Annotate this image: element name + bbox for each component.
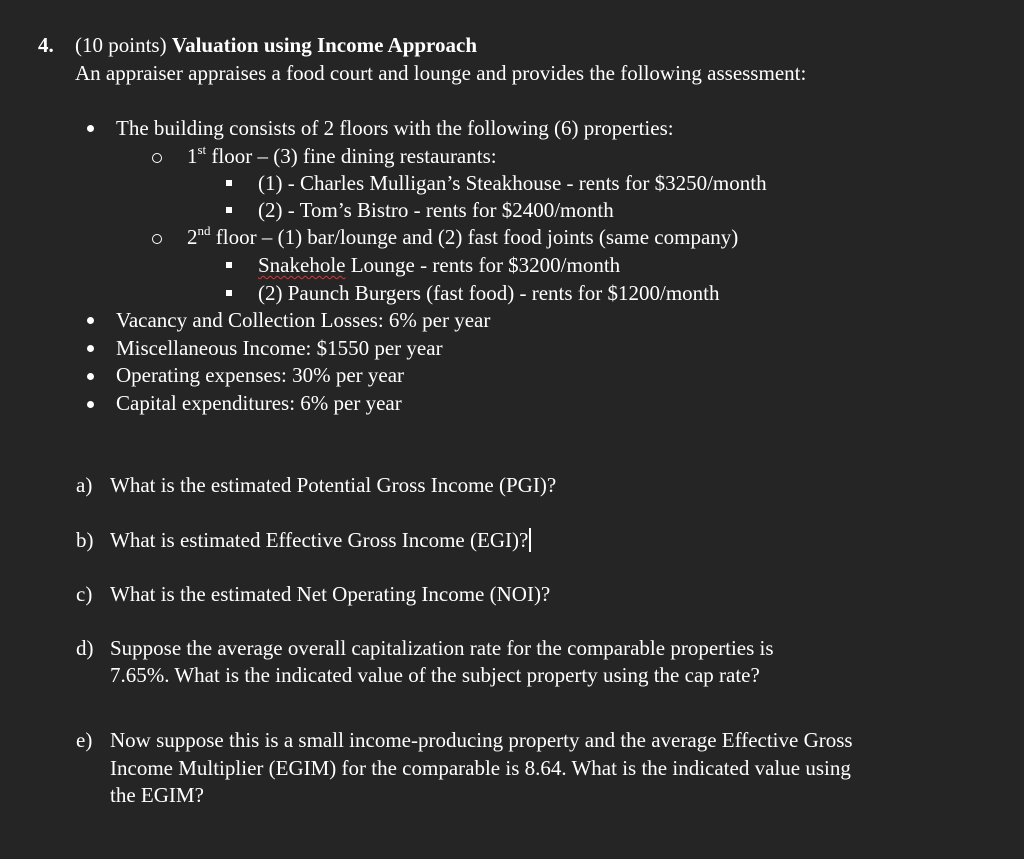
operating-expenses-line: Operating expenses: 30% per year bbox=[116, 363, 405, 387]
question-intro: An appraiser appraises a food court and lounge and provides the following assessment: bbox=[75, 61, 807, 85]
bullet-dot-icon bbox=[87, 373, 94, 380]
part-d-text-line2: 7.65%. What is the indicated value of the subject property using the cap rate? bbox=[110, 663, 760, 687]
floor2-item-2: (2) Paunch Burgers (fast food) - rents for $1200/month bbox=[258, 281, 720, 305]
question-points: (10 points) bbox=[75, 33, 167, 57]
misc-income-line: Miscellaneous Income: $1550 per year bbox=[116, 336, 443, 360]
circle-bullet-icon bbox=[152, 153, 162, 163]
building-line: The building consists of 2 floors with the following (6) properties: bbox=[116, 116, 674, 140]
part-d-text-line1: Suppose the average overall capitalization rate for the comparable properties is bbox=[110, 636, 774, 660]
bullet-dot-icon bbox=[87, 345, 94, 352]
text-cursor bbox=[529, 528, 531, 552]
part-b-label: b) bbox=[76, 528, 94, 552]
spellcheck-word[interactable]: Snakehole bbox=[258, 253, 346, 277]
part-d-label: d) bbox=[76, 636, 94, 660]
floor1-item-2: (2) - Tom’s Bistro - rents for $2400/month bbox=[258, 198, 614, 222]
square-bullet-icon bbox=[226, 290, 232, 296]
vacancy-line: Vacancy and Collection Losses: 6% per year bbox=[116, 308, 491, 332]
floor2-line: 2nd floor – (1) bar/lounge and (2) fast food joints (same company) bbox=[187, 223, 739, 249]
part-b-line[interactable] bbox=[110, 527, 531, 554]
part-a-text: What is the estimated Potential Gross Income (PGI)? bbox=[110, 473, 557, 497]
bullet-dot-icon bbox=[87, 401, 94, 408]
square-bullet-icon bbox=[226, 262, 232, 268]
question-title: Valuation using Income Approach bbox=[171, 33, 477, 57]
square-bullet-icon bbox=[226, 180, 232, 186]
part-e-text-line1: Now suppose this is a small income-producing property and the average Effective Gross bbox=[110, 728, 853, 752]
floor2-item-1: Snakehole Lounge - rents for $3200/month bbox=[258, 253, 621, 277]
part-c-label: c) bbox=[76, 582, 93, 606]
part-e-label: e) bbox=[76, 728, 93, 752]
floor1-line: 1st floor – (3) fine dining restaurants: bbox=[187, 142, 497, 168]
square-bullet-icon bbox=[226, 207, 232, 213]
capex-line: Capital expenditures: 6% per year bbox=[116, 391, 402, 415]
floor1-item-1: (1) - Charles Mulligan’s Steakhouse - rents for $3250/month bbox=[258, 171, 767, 195]
part-e-text-line3: the EGIM? bbox=[110, 783, 204, 807]
circle-bullet-icon bbox=[152, 234, 162, 244]
bullet-dot-icon bbox=[87, 125, 94, 132]
part-c-text: What is the estimated Net Operating Income (NOI)? bbox=[110, 582, 551, 606]
question-number: 4. bbox=[38, 33, 54, 57]
question-heading bbox=[75, 32, 477, 59]
part-a-label: a) bbox=[76, 473, 93, 497]
part-b-text: What is estimated Effective Gross Income (EGI)? bbox=[110, 528, 529, 552]
bullet-dot-icon bbox=[87, 317, 94, 324]
part-e-text-line2: Income Multiplier (EGIM) for the comparable is 8.64. What is the indicated value using bbox=[110, 756, 851, 780]
